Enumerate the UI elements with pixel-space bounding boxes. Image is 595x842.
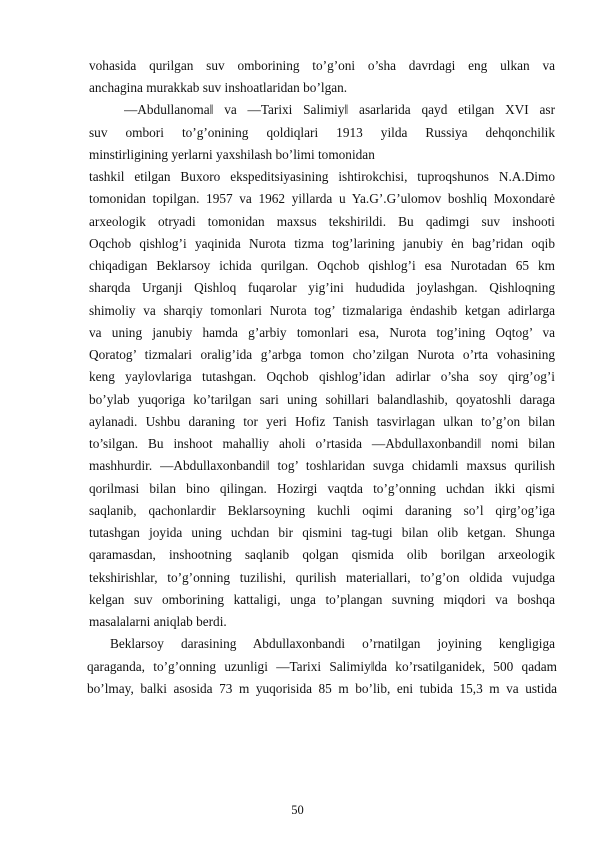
text-line: shimoliy va sharqiy tomonlari Nurota tog’ tizmalariga ėndashib ketgan adirlarga	[89, 303, 555, 318]
text-line: tomonidan topilgan. 1957 va 1962 yillarda u Ya.G’.G’ulomov boshliq Moxondarė	[89, 191, 555, 206]
text-line: arxeologik otryadi tomonidan maxsus tekshirildi. Bu qadimgi suv inshooti	[89, 214, 555, 229]
text-line: chiqadigan Beklarsoy ichida qurilgan. Oqchob qishlog’i esa Nurotadan 65 km	[89, 258, 555, 273]
text-line: qaramasdan, inshootning saqlanib qolgan qismida olib borilgan arxeologik	[89, 547, 555, 562]
text-line: qaraganda, to’g’onning uzunligi ―Tarixi Salimiy‖da ko’rsatilganidek, 500 qadam	[87, 659, 557, 674]
page-number: 50	[291, 803, 304, 817]
text-line: kelgan suv omborining kattaligi, unga to’plangan suvning miqdori va boshqa	[89, 592, 555, 607]
text-line: sharqda Urganji Qishloq fuqarolar yig’ini hududida joylashgan. Qishloqning	[89, 280, 555, 295]
text-line: Qoratog’ tizmalari oralig’ida g’arbga tomon cho’zilgan Nurota o’rta vohasining	[89, 347, 555, 362]
text-line: anchagina murakkab suv inshoatlaridan bo’lgan.	[89, 80, 348, 95]
text-line: to’silgan. Bu inshoot mahalliy aholi o’rtasida ―Abdullaxonbandi‖ nomi bilan	[89, 436, 555, 451]
text-line: bo’ylab yuqoriga ko’tarilgan sari uning sohillari balandlashib, qoyatoshli daraga	[89, 392, 555, 407]
text-line: Oqchob qishlog’i yaqinida Nurota tizma tog’larining janubiy ėn bag’ridan oqib	[89, 236, 555, 251]
text-line: masalalarni aniqlab berdi.	[89, 614, 227, 629]
text-line: ―Abdullanoma‖ va ―Tarixi Salimiy‖ asarlarida qayd etilgan XVI asr	[124, 102, 555, 117]
text-line: aylanadi. Ushbu daraning tor yeri Hofiz Tanish tasvirlagan ulkan to’g’on bilan	[89, 414, 555, 429]
text-line: tekshirishlar, to’g’onning tuzilishi, qurilish materiallari, to’g’on oldida vujudga	[89, 570, 555, 585]
text-line: Beklarsoy darasining Abdullaxonbandi o’rnatilgan joyining kengligiga	[110, 636, 555, 651]
text-line: saqlanib, qachonlardir Beklarsoyning kuchli oqimi daraning so’l qirg’og’iga	[89, 503, 555, 518]
text-line: vohasida qurilgan suv omborining to’g’oni o’sha davrdagi eng ulkan va	[89, 58, 555, 73]
text-line: suv ombori to’g’onining qoldiqlari 1913 yilda Russiya dehqonchilik	[89, 125, 555, 140]
text-line: qorilmasi bilan bino qilingan. Hozirgi vaqtda to’g’onning uchdan ikki qismi	[89, 481, 555, 496]
text-line: bo’lmay, balki asosida 73 m yuqorisida 85 m bo’lib, eni tubida 15,3 m va ustida	[87, 681, 557, 696]
text-line: minstirligining yerlarni yaxshilash bo’limi tomonidan	[89, 147, 375, 162]
text-line: tashkil etilgan Buxoro ekspeditsiyasining ishtirokchisi, tuproqshunos N.A.Dimo	[89, 169, 555, 184]
text-line: mashhurdir. ―Abdullaxonbandi‖ tog’ toshlaridan suvga chidamli maxsus qurilish	[89, 458, 555, 473]
text-line: va uning janubiy hamda g’arbiy tomonlari esa, Nurota tog’ining Oqtog’ va	[89, 325, 555, 340]
text-line: tutashgan joyida uning uchdan bir qismini tag-tugi bilan olib ketgan. Shunga	[89, 525, 555, 540]
text-line: keng yaylovlariga tutashgan. Oqchob qishlog’idan adirlar o’sha soy qirg’og’i	[89, 369, 555, 384]
